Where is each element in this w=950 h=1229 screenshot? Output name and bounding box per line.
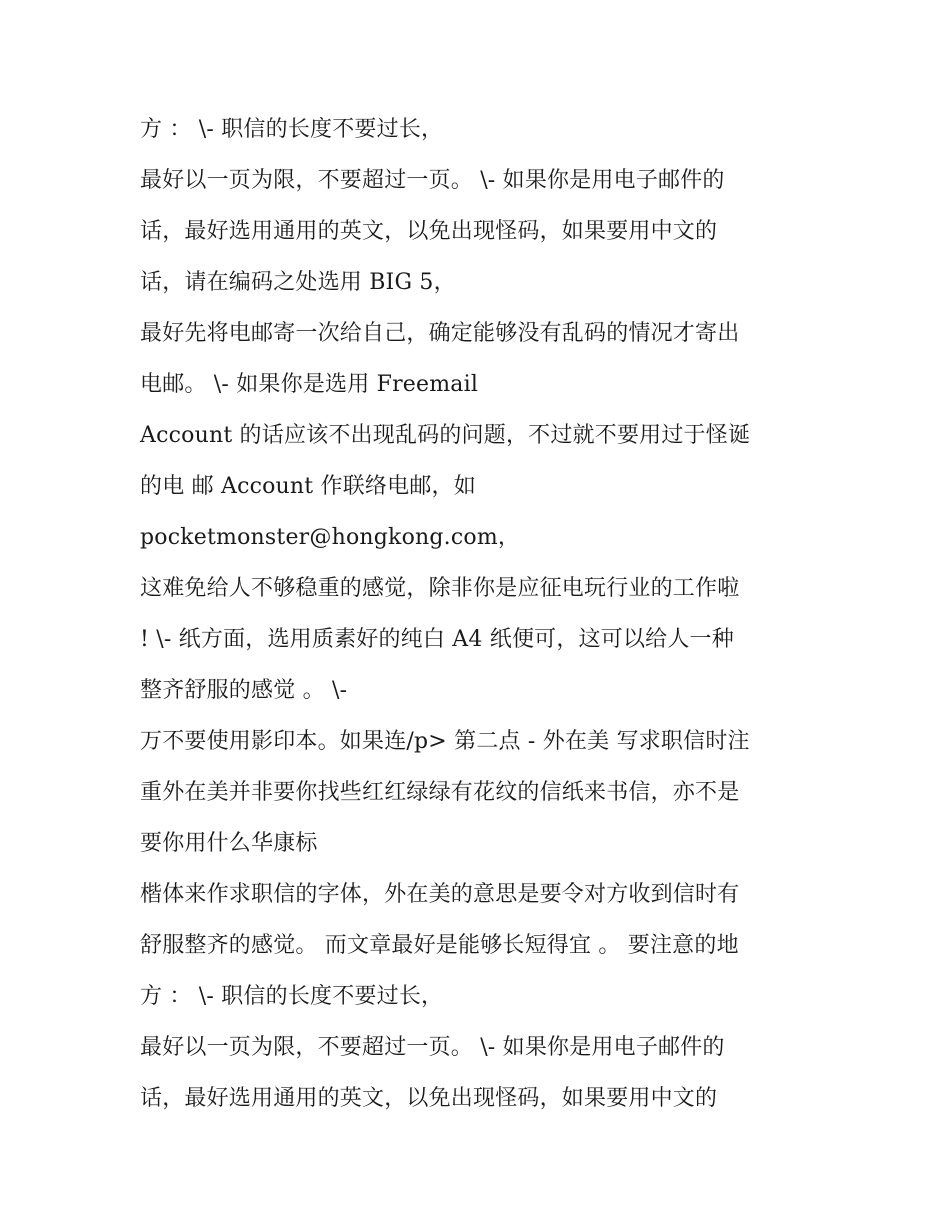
text-line: 楷体来作求职信的字体，外在美的意思是要令对方收到信时有 [140,882,740,907]
text-line: 的电 邮 Account 作联络电邮，如 [140,474,476,499]
body-text [140,104,820,1124]
text-line: 重外在美并非要你找些红红绿绿有花纹的信纸来书信，亦不是 [140,780,740,805]
email-address-text: pocketmonster@hongkong.com， [140,525,521,550]
text-line: 最好以一页为限，不要超过一页。 \- 如果你是用电子邮件的 [140,1035,725,1060]
text-line: 话，最好选用通用的英文，以免出现怪码，如果要用中文的 [140,219,718,244]
text-line: 最好先将电邮寄一次给自己，确定能够没有乱码的情况才寄出 [140,321,740,346]
text-line: 舒服整齐的感觉。 而文章最好是能够长短得宜 。 要注意的地 [140,933,739,958]
text-line: 话，请在编码之处选用 BIG 5， [140,270,456,295]
text-line: 电邮。 \- 如果你是选用 Freemail [140,372,479,397]
text-line: 话，最好选用通用的英文，以免出现怪码，如果要用中文的 [140,1086,718,1111]
text-line: 方 ： \- 职信的长度不要过长， [140,117,444,142]
text-line: Account 的话应该不出现乱码的问题，不过就不要用过于怪诞 [140,423,751,448]
text-line: 万不要使用影印本。如果连/p> 第二点 - 外在美 写求职信时注 [140,729,750,754]
text-line: 要你用什么华康标 [140,831,318,856]
text-line: ! \- 纸方面，选用质素好的纯白 A4 纸便可，这可以给人一种 [140,627,734,652]
text-line: 这难免给人不够稳重的感觉，除非你是应征电玩行业的工作啦 [140,576,740,601]
text-line: 方 ： \- 职信的长度不要过长， [140,984,444,1009]
text-line: 整齐舒服的感觉 。 \- [140,678,348,703]
text-line: 最好以一页为限，不要超过一页。 \- 如果你是用电子邮件的 [140,168,725,193]
